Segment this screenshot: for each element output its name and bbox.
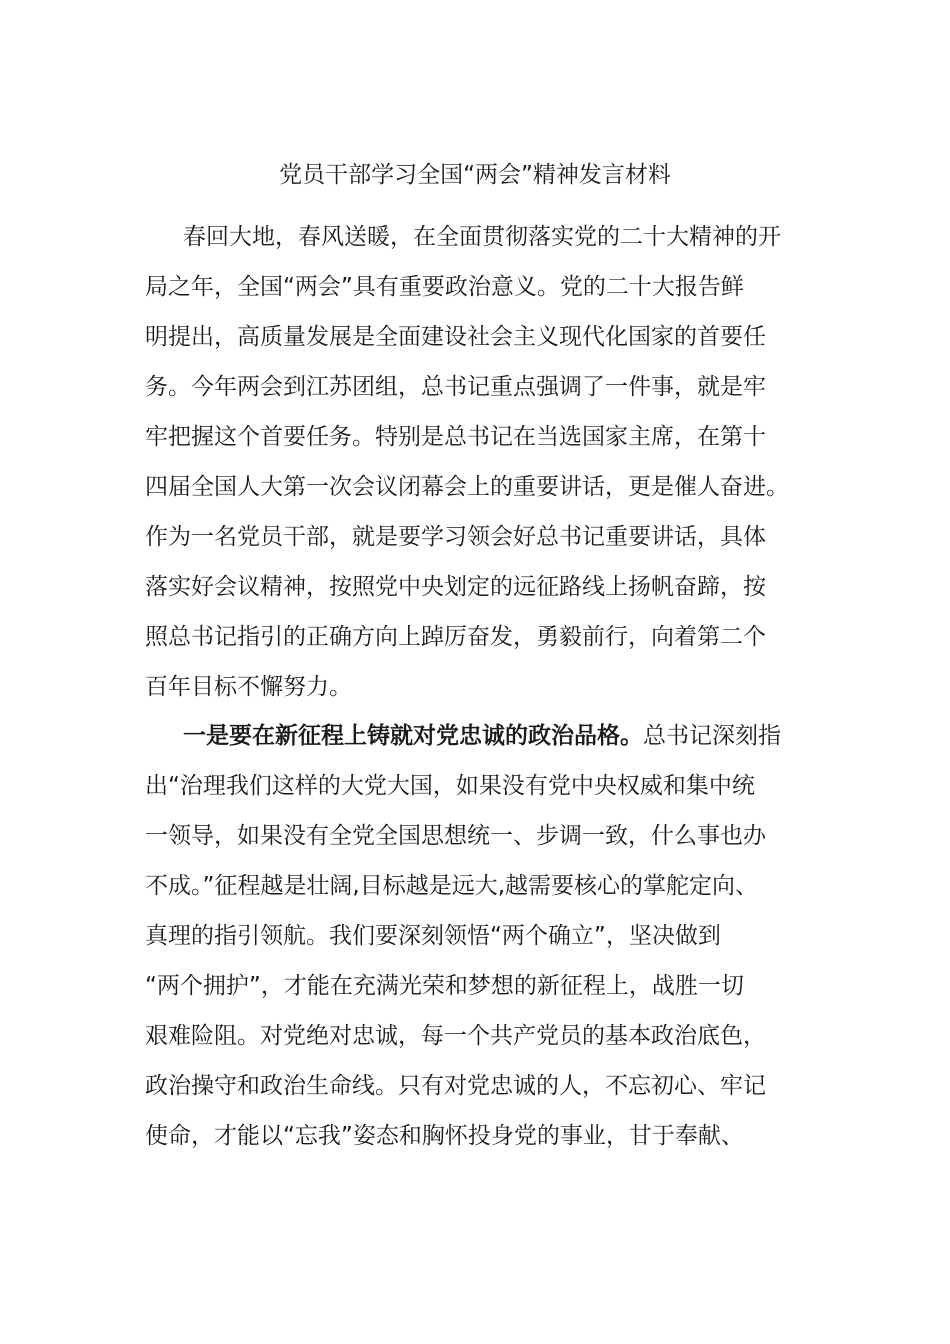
text-line: 不成。”征程越是壮阔,目标越是远大,越需要核心的掌舵定向、 xyxy=(145,873,759,899)
document-title: 党员干部学习全国“两会”精神发言材料 xyxy=(279,162,671,188)
text-line: 艰难险阻。对党绝对忠诚，每一个共产党员的基本政治底色， xyxy=(145,1023,766,1049)
text-line: 局之年，全国“两会”具有重要政治意义。党的二十大报告鲜 xyxy=(145,274,744,300)
heading-continuation: 总书记深刻指 xyxy=(643,723,781,749)
text-line: 一领导，如果没有全党全国思想统一、步调一致，什么事也办 xyxy=(145,823,766,849)
text-line xyxy=(145,711,810,761)
text-line: 务。今年两会到江苏团组，总书记重点强调了一件事，就是牢 xyxy=(145,374,766,400)
text-line: 落实好会议精神，按照党中央划定的远征路线上扬帆奋蹄，按 xyxy=(145,574,766,600)
section-heading: 一是要在新征程上铸就对党忠诚的政治品格。 xyxy=(183,723,643,749)
text-line: 百年目标不懈努力。 xyxy=(145,674,352,700)
text-line: 使命，才能以“忘我”姿态和胸怀投身党的事业，甘于奉献、 xyxy=(145,1123,744,1149)
text-line: 政治操守和政治生命线。只有对党忠诚的人，不忘初心、牢记 xyxy=(145,1073,766,1099)
text-line: 明提出，高质量发展是全面建设社会主义现代化国家的首要任 xyxy=(145,324,766,350)
text-line: 春回大地，春风送暖，在全面贯彻落实党的二十大精神的开 xyxy=(183,224,781,250)
text-line: 真理的指引领航。我们要深刻领悟“两个确立”，坚决做到 xyxy=(145,923,721,949)
text-line: 出“治理我们这样的大党大国，如果没有党中央权威和集中统 xyxy=(145,773,755,799)
text-line: 四届全国人大第一次会议闭幕会上的重要讲话，更是催人奋进。 xyxy=(145,474,789,500)
paragraph-point-one xyxy=(145,711,810,1161)
text-line: 牢把握这个首要任务。特别是总书记在当选国家主席，在第十 xyxy=(145,424,766,450)
text-line: 照总书记指引的正确方向上踔厉奋发，勇毅前行，向着第二个 xyxy=(145,624,766,650)
text-line: “两个拥护”，才能在充满光荣和梦想的新征程上，战胜一切 xyxy=(145,973,744,999)
paragraph-intro xyxy=(145,212,810,712)
text-line: 作为一名党员干部，就是要学习领会好总书记重要讲话，具体 xyxy=(145,524,766,550)
